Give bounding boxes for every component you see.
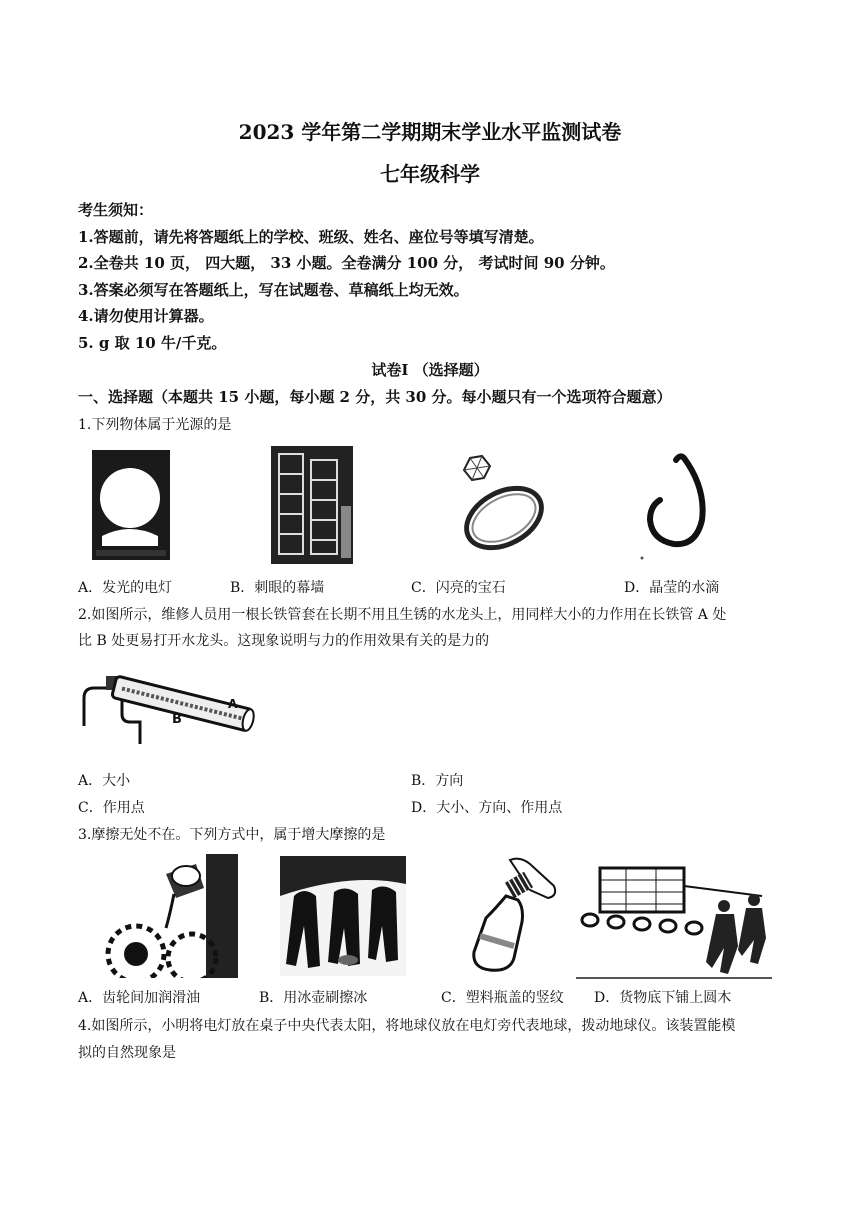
paper-label: 试卷Ⅰ （选择题）: [371, 361, 489, 379]
q3-option-b[interactable]: B．用冰壶刷擦冰: [259, 990, 368, 1006]
q1-option-d[interactable]: D．晶莹的水滴: [624, 580, 720, 596]
question-4-stem-line1: 4.如图所示，小明将电灯放在桌子中央代表太阳，将地球仪放在电灯旁代表地球，拨动地球仪。该装置能模: [78, 1018, 736, 1034]
q1-option-a[interactable]: A．发光的电灯: [78, 580, 173, 596]
q3-option-c[interactable]: C．塑料瓶盖的竖纹: [441, 990, 564, 1006]
logs-under-cargo-icon: [576, 856, 772, 980]
q3-option-d[interactable]: D．货物底下铺上圆木: [594, 990, 732, 1006]
q1-option-c[interactable]: C．闪亮的宝石: [411, 580, 506, 596]
gem-ring-icon: [446, 452, 550, 556]
question-1-stem: 1.下列物体属于光源的是: [78, 417, 232, 433]
curling-sweep-icon: [280, 856, 406, 976]
q2-option-c[interactable]: C．作用点: [78, 800, 145, 816]
question-3-stem: 3.摩擦无处不在。下列方式中，属于增大摩擦的是: [78, 827, 386, 843]
figure-label-b: B: [172, 712, 182, 727]
q2-option-a[interactable]: A．大小: [78, 773, 131, 789]
q2-option-b[interactable]: B．方向: [411, 773, 464, 789]
q1-option-b[interactable]: B．刺眼的幕墙: [230, 580, 325, 596]
notice-item: 5. g 取 10 牛/千克。: [78, 334, 227, 352]
notice-item: 4.请勿使用计算器。: [78, 307, 214, 325]
exam-title: 2023 学年第二学期期末学业水平监测试卷: [238, 120, 622, 144]
notice-item: 3.答案必须写在答题纸上，写在试题卷、草稿纸上均无效。: [78, 281, 469, 299]
q3-option-a[interactable]: A．齿轮间加润滑油: [78, 990, 201, 1006]
question-2-stem-line2: 比 B 处更易打开水龙头。这现象说明与力的作用效果有关的是力的: [78, 633, 490, 649]
figure-label-a: A: [228, 697, 238, 711]
water-drop-icon: [636, 448, 712, 560]
exam-subtitle: 七年级科学: [380, 162, 480, 186]
bottle-cap-icon: [470, 856, 560, 974]
glass-curtain-wall-icon: [271, 446, 353, 564]
question-4-stem-line2: 拟的自然现象是: [78, 1045, 176, 1061]
question-2-stem-line1: 2.如图所示，维修人员用一根长铁管套在长期不用且生锈的水龙头上，用同样大小的力作用在长铁管 A 处: [78, 607, 727, 623]
notice-heading: 考生须知：: [78, 201, 154, 219]
light-bulb-icon: [92, 450, 170, 560]
notice-item: 1.答题前，请先将答题纸上的学校、班级、姓名、座位号等填写清楚。: [78, 228, 544, 246]
gear-oil-icon: [96, 854, 238, 978]
notice-item: 2.全卷共 10 页， 四大题， 33 小题。全卷满分 100 分， 考试时间 90 分钟。: [78, 254, 615, 272]
q2-option-d[interactable]: D．大小、方向、作用点: [411, 800, 563, 816]
section-heading: 一、选择题（本题共 15 小题，每小题 2 分，共 30 分。每小题只有一个选项符合题意）: [78, 388, 672, 406]
